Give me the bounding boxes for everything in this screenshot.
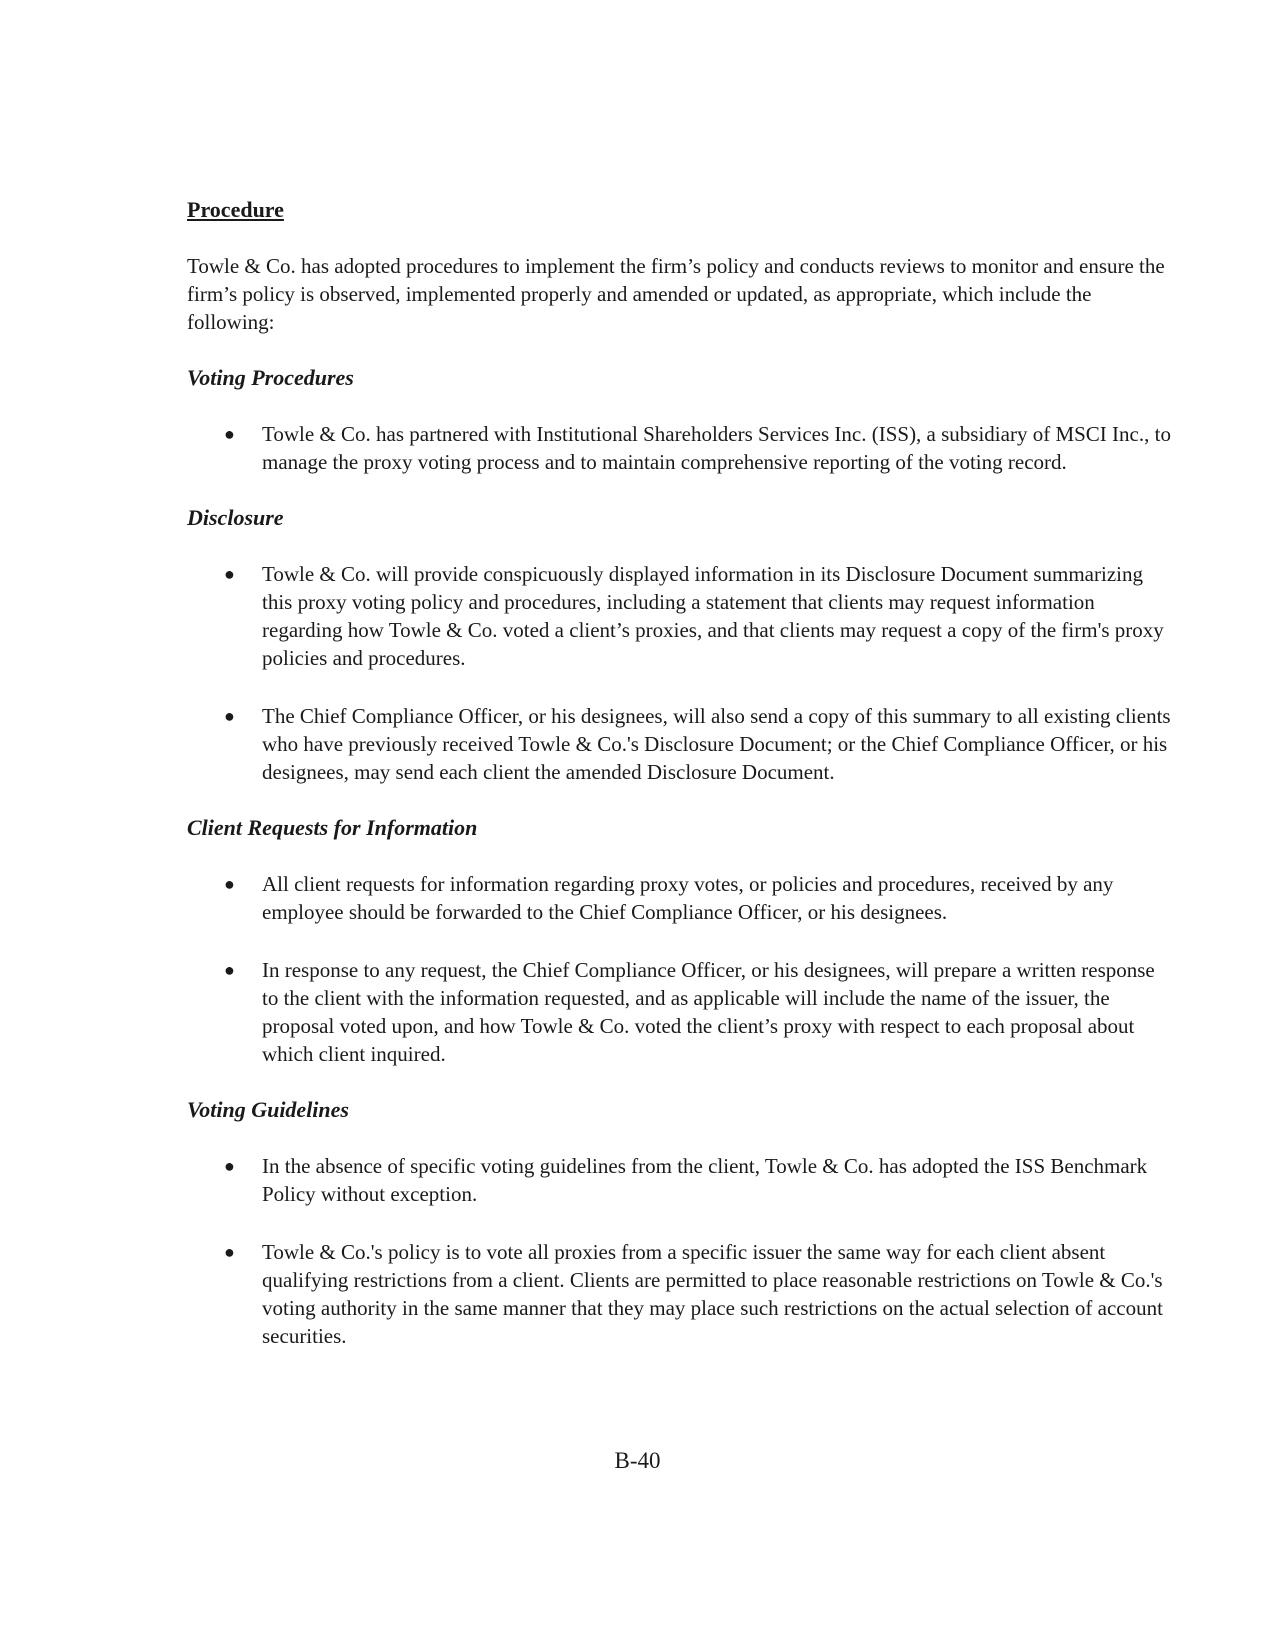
bullet-list [187,870,1172,1068]
bullet-item [187,956,1172,1068]
bullet-text: In the absence of specific voting guidelines from the client, Towle & Co. has adopted the ISS Benchmark Policy without exception. [262,1154,1148,1206]
bullet-icon: ● [224,1156,235,1176]
section-heading: Disclosure [187,505,284,530]
section-voting-guidelines [187,1096,1172,1350]
bullet-text: Towle & Co. will provide conspicuously displayed information in its Disclosure Document summarizing this proxy voting policy and procedures, including a statement that clients may request information regarding how Towle & Co. voted a client’s proxies, and that clients may request a copy of the firm's proxy policies and procedures. [262,562,1164,670]
bullet-list [187,1152,1172,1350]
intro-paragraph: Towle & Co. has adopted procedures to implement the firm’s policy and conducts reviews to monitor and ensure the firm’s policy is observed, implemented properly and amended or updated, as appropriate, which include the following: [187,254,1165,334]
bullet-icon: ● [224,706,235,726]
document-body [187,196,1172,1378]
section-client-requests [187,814,1172,1068]
bullet-item [187,1238,1172,1350]
bullet-item [187,702,1172,786]
bullet-text: Towle & Co.'s policy is to vote all proxies from a specific issuer the same way for each client absent qualifying restrictions from a client. Clients are permitted to place reasonable restrictions on Towle & Co.'s voting authority in the same manner that they may place such restrictions on the actual selection of account securities. [262,1240,1163,1348]
section-heading: Voting Guidelines [187,1097,349,1122]
bullet-item [187,1152,1172,1208]
bullet-text: Towle & Co. has partnered with Institutional Shareholders Services Inc. (ISS), a subsidiary of MSCI Inc., to manage the proxy voting process and to maintain comprehensive reporting of the voting record. [262,422,1171,474]
section-disclosure [187,504,1172,786]
section-voting-procedures [187,364,1172,476]
bullet-item [187,420,1172,476]
bullet-list [187,420,1172,476]
bullet-icon: ● [224,960,235,980]
bullet-icon: ● [224,424,235,444]
bullet-icon: ● [224,564,235,584]
page-number: B-40 [614,1448,661,1473]
bullet-item [187,870,1172,926]
page-title: Procedure [187,197,284,222]
bullet-icon: ● [224,1242,235,1262]
bullet-icon: ● [224,874,235,894]
section-heading: Voting Procedures [187,365,354,390]
section-heading: Client Requests for Information [187,815,478,840]
bullet-text: All client requests for information regarding proxy votes, or policies and procedures, received by any employee should be forwarded to the Chief Compliance Officer, or his designees. [262,872,1114,924]
bullet-item [187,560,1172,672]
bullet-text: The Chief Compliance Officer, or his designees, will also send a copy of this summary to all existing clients who have previously received Towle & Co.'s Disclosure Document; or the Chief Compliance Officer, or his designees, may send each client the amended Disclosure Document. [262,704,1171,784]
bullet-list [187,560,1172,786]
bullet-text: In response to any request, the Chief Compliance Officer, or his designees, will prepare a written response to the client with the information requested, and as applicable will include the name of the issuer, the proposal voted upon, and how Towle & Co. voted the client’s proxy with respect to each proposal about which client inquired. [262,958,1155,1066]
